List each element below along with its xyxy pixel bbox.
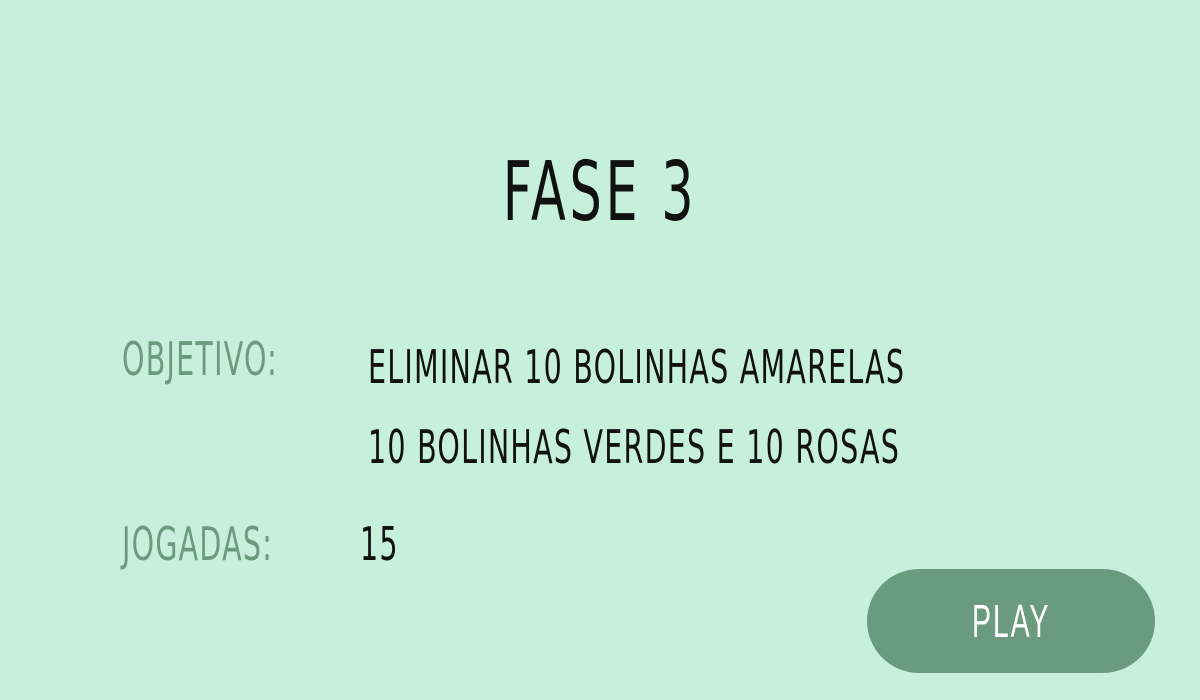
moves-value-row (360, 517, 423, 571)
moves-label: JOGADAS: (122, 517, 274, 571)
objective-text-line-2: 10 BOLINHAS VERDES E 10 ROSAS (368, 420, 901, 474)
play-button[interactable] (867, 569, 1155, 673)
objective-label: OBJETIVO: (122, 332, 279, 386)
level-title: FASE 3 (502, 145, 698, 240)
moves-label-row (122, 517, 366, 571)
objective-text-line-2-row (368, 420, 1200, 474)
moves-value: 15 (360, 517, 399, 571)
play-button-label: PLAY (971, 595, 1051, 647)
objective-text-line-1-row (368, 340, 1200, 394)
objective-text-line-1: ELIMINAR 10 BOLINHAS AMARELAS (368, 340, 906, 394)
objective-label-row (122, 332, 374, 386)
